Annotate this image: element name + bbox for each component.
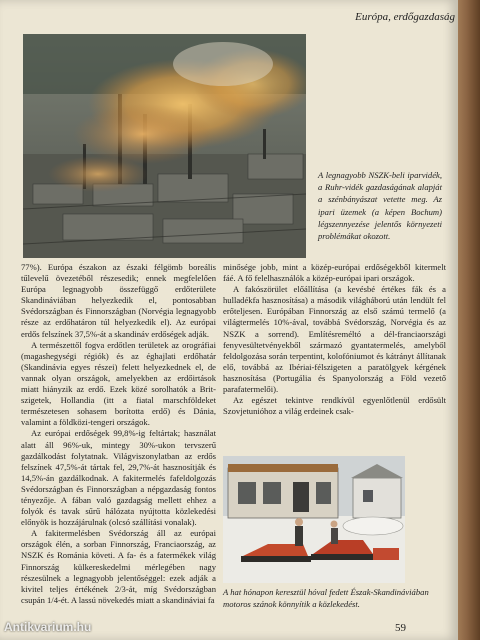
paragraph: A fakitermelésben Svédország áll az európai országok élén, a sorban Finnország, Franciaország, az NSZK és Románia követi. A fa- és a fatermékek világ Finnország külkereskedelmi mérlegében nagy részesülnek a legnagyobb jelentőséggel: ezek adják a kivitel teljes értékének 2/3-át, míg Svédországban csupán 1/4-ét. A lassú növekedés miatt a skandináviai fa	[21, 528, 216, 605]
left-text-column	[21, 262, 216, 606]
snowmobile-photo-caption: A hat hónapon keresztül hóval fedett Észak-Skandináviában motoros szánok könnyítik a közlekedést.	[223, 587, 429, 610]
industrial-photo-caption: A legnagyobb NSZK-beli iparvidék, a Ruhr-vidék gazdaságának alapját a szénbányászat vetette meg. Az ipari üzemek (a képen Bochum) légszennyezése jelentős környezeti problémákat okozott.	[318, 170, 442, 242]
page-number: 59	[395, 622, 406, 634]
paragraph: A természettől fogva erdőtlen területek az orográfiai (magashegységi régiók) és az éghajlati erdőhatár (Skandinávia egyes részei) felett helyezkednek el, de vannak olyan országok, amelyekben az erdőirtások miatt hiányzik az erdő. Ezek közé sorolhatók a Brit-szigetek, Hollandia (itt a fiatal marschföldeket természetesen sohasem borította erdő) és Dánia, valamint a földközi-tengeri országok.	[21, 339, 216, 428]
paragraph: Az egészet tekintve rendkívül egyenlőtlenül erdősült Szovjetunióhoz a világ erdeinek csak-	[223, 395, 446, 417]
ruhr-industry-illustration	[23, 34, 306, 258]
paragraph: A fakószörület előállítása (a kevésbé értékes fák és a hulladékfa hasznosítása) a második világháború után lendült fel erőteljesen. Európában Finnország az első számú termelő (a világtermelés 10%-ával, továbbá Svédország, Norvégia és az NSZK a sorrend). Említésreméltó a dél-franciaországi fenyvesültetvényekből származó gyantatermelés, amelyből feldolgozása során terpentint, kolofóniumot és kátrányt állítanak elő, továbbá az Ibériai-félszigeten a paratölgyek kérgének hasznosítása (Portugália és Spanyolország a Föld vezető parafatermelői).	[223, 284, 446, 395]
snowmobile-illustration	[223, 456, 405, 583]
watermark: Antikvarium.hu	[4, 620, 92, 634]
paragraph: 77%). Európa északon az északi félgömb boreális tűlevelű övezetéből részesedik; ennek megfelelően Európa legnagyobb összefüggő erdőterülete Skandináviában helyezkedik el, pontosabban Svédországban és Finnországban (Norvégia legnagyobb része az erdőhatáron túl helyezkedik el). Az európai erdős felszínek 37,5%-át a skandináv erdőségek adják.	[21, 262, 216, 339]
right-text-column	[223, 262, 446, 417]
book-page-edge	[458, 0, 480, 640]
paragraph: minősége jobb, mint a közép-európai erdőségekből kitermelt fáé. A fő felelhasználók a közép-európai ipari országok.	[223, 262, 446, 284]
industrial-photo	[23, 34, 306, 258]
paragraph: Az európai erdőségek 99,8%-ig feltártak; használat alatt áll 96%-uk, mintegy 30%-ukon tervszerű gazdálkodást folytatnak. Világviszonylatban az erdős felszínek 47,5%-át tártak fel, 29,7%-át hasznosítják és 14,5%-án gazdálkodnak. A fakitermelés fafeldolgozás Svédországban és Finnországban a népgazdaság fontos tényezője. A fában való gazdagság mellett ehhez a folyók és tavak sűrű hálózata nyújtotta közlekedési előnyök is hozzájárulnak (olcsó szállítási vonalak).	[21, 428, 216, 528]
running-header: Európa, erdőgazdaság	[355, 11, 455, 23]
snowmobile-photo	[223, 456, 405, 583]
